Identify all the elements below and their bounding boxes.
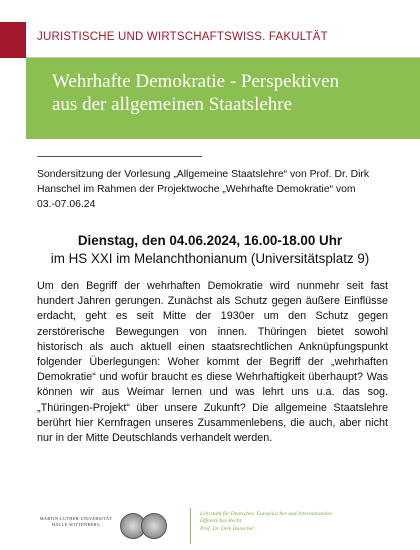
event-date: Dienstag, den 04.06.2024, 16.00-18.00 Uhr xyxy=(77,233,343,248)
description-text: Um den Begriff der wehrhaften Demokratie wird nunmehr seit fast hundert Jahren gerungen. Zunächst als Schutz gegen äußere Einflüsse erdacht, geht es seit Mitte der 1930er um den Schutz gegen zerstörerische Bewegungen von innen. Thüringen bietet sowohl historisch als auch aktuell einen staatsrechtlichen Anknüpfungspunkt folgender Überlegungen: Woher kommt der Begriff der „wehrhaften Demokratie“ und wofür braucht es diese Wehrhaftigkeit überhaupt? Was können wir aus Weimar lernen und was lehrt uns u.a. das sog. „Thüringen-Projekt“ über unsere Zukunft? Die allgemeine Staatslehre berührt hier Kernfragen unseres Zusammenlebens, die auch, aber nicht nur in der Mitte Deutschlands verhandelt werden. xyxy=(37,280,388,445)
header xyxy=(0,0,420,58)
intro-rule xyxy=(37,156,202,157)
faculty-color-block xyxy=(0,22,26,58)
event-title xyxy=(52,70,412,116)
chair-line-1: Lehrstuhl für Deutsches, Europäisches und Internationales xyxy=(200,511,333,517)
university-name-line-2: HALLE-WITTENBERG xyxy=(51,522,101,527)
chair-line-2: Öffentliches Recht xyxy=(200,518,242,525)
faculty-name: JURISTISCHE UND WIRTSCHAFTSWISS. FAKULTÄT xyxy=(37,31,328,43)
university-name-line-1: MARTIN-LUTHER-UNIVERSITÄT xyxy=(39,516,113,521)
university-seal-icon xyxy=(141,513,167,539)
event-venue: im HS XXI im Melanchthonianum (Universitätsplatz 9) xyxy=(50,251,370,266)
university-logo xyxy=(36,508,161,544)
intro-text: Sondersitzung der Vorlesung „Allgemeine Staatslehre“ von Prof. Dr. Dirk Hanschel im Rahmen der Projektwoche „Wehrhafte Demokratie“ vom 03.-07.06.24 xyxy=(37,169,370,210)
footer-divider xyxy=(190,508,191,544)
university-name xyxy=(36,516,116,528)
chair-line-3: Prof. Dr. Dirk Hanschel xyxy=(200,525,254,532)
event-title-line-2: aus der allgemeinen Staatslehre xyxy=(52,94,293,115)
event-title-line-1: Wehrhafte Demokratie - Perspektiven xyxy=(52,71,340,92)
chair-info xyxy=(200,511,400,533)
